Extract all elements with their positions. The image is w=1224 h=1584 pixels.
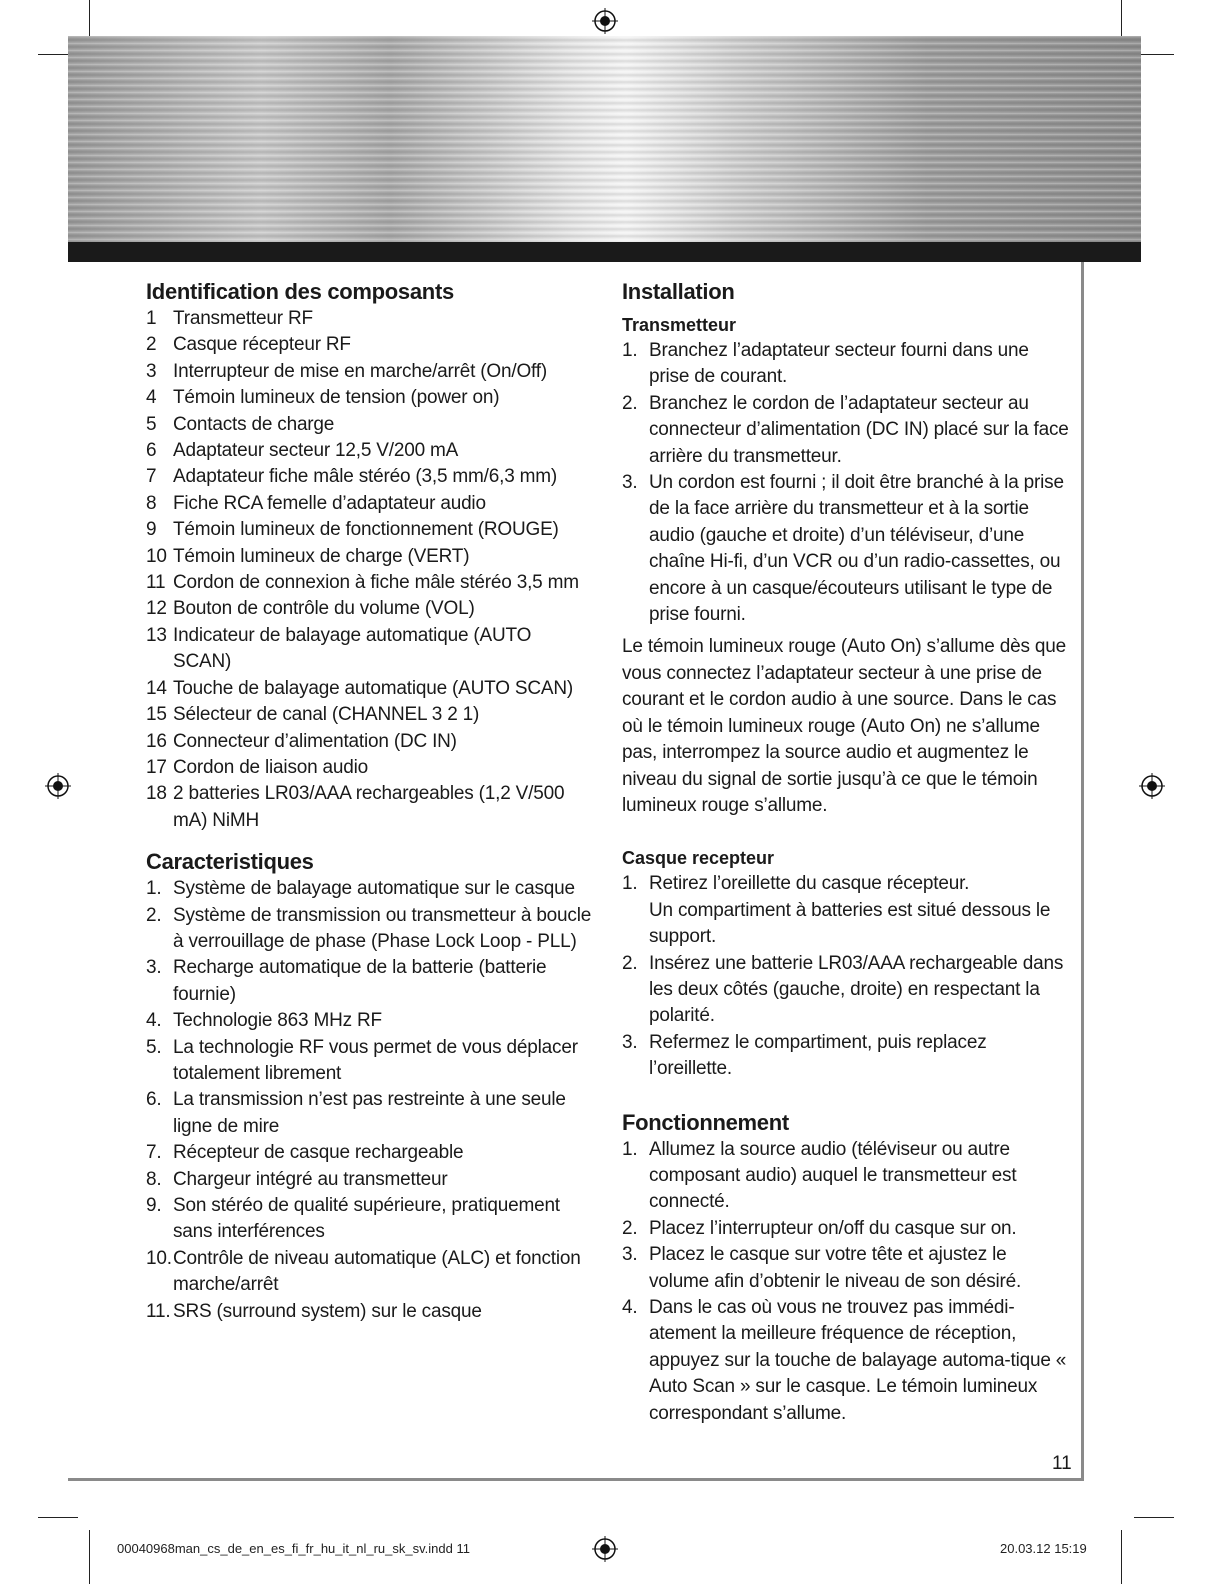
list-item-number: 9. xyxy=(146,1195,162,1216)
list-item xyxy=(146,955,594,1008)
list-item-number: 4. xyxy=(622,1297,638,1318)
receiver-steps xyxy=(622,871,1070,1082)
slug-filename: 00040968man_cs_de_en_es_fi_fr_hu_it_nl_ru_sk_sv.indd 11 xyxy=(117,1541,470,1556)
crop-mark xyxy=(89,1530,90,1584)
crop-mark xyxy=(1134,1517,1174,1518)
list-item xyxy=(146,359,594,385)
list-item-number: 6. xyxy=(146,1089,162,1111)
list-item xyxy=(146,1008,594,1034)
list-item-extra: Un compartiment à batteries est situé dessous le support. xyxy=(649,899,1051,948)
list-item-number: 8 xyxy=(146,492,157,514)
list-item xyxy=(622,391,1070,470)
list-item-number: 2. xyxy=(622,952,638,974)
list-item-number: 2. xyxy=(622,392,638,414)
list-item-text: Placez le casque sur votre tête et ajustez le volume afin d’obtenir le niveau de son désiré. xyxy=(649,1244,1022,1292)
list-item-number: 17 xyxy=(146,756,167,778)
components-section xyxy=(146,278,594,834)
page-border-right xyxy=(1081,262,1084,1480)
list-item-text: Connecteur d’alimentation (DC IN) xyxy=(173,730,457,752)
list-item-text: Placez l’interrupteur on/off du casque sur on. xyxy=(649,1217,1017,1239)
list-item-number: 10 xyxy=(146,545,167,567)
list-item-text: Refermez le compartiment, puis replacez l’oreillette. xyxy=(649,1031,987,1080)
list-item xyxy=(146,332,594,358)
list-item-number: 2. xyxy=(622,1217,638,1239)
header-banner xyxy=(68,36,1141,242)
list-item xyxy=(146,1246,594,1299)
list-item-text: Interrupteur de mise en marche/arrêt (On/Off) xyxy=(173,360,547,382)
list-item xyxy=(146,464,594,490)
list-item xyxy=(622,951,1070,1030)
list-item-number: 3. xyxy=(622,1031,638,1053)
installation-section xyxy=(622,278,1070,1083)
list-item xyxy=(146,544,594,570)
list-item-text: La technologie RF vous permet de vous déplacer totalement librement xyxy=(173,1036,578,1084)
list-item-text: Contacts de charge xyxy=(173,413,335,435)
list-item xyxy=(622,1295,1070,1427)
list-item-number: 5. xyxy=(146,1036,162,1058)
list-item-text: Un cordon est fourni ; il doit être branché à la prise de la face arrière du transmetteur et à la sortie audio (gauche et droite) d’un téléviseur, d’une chaîne Hi-fi, d’un VCR ou d’un radio-cassettes, ou encore à un casque/écouteurs utilisant le type de prise fourni. xyxy=(649,472,1064,626)
list-item-text: La transmission n’est pas restreinte à une seule ligne de mire xyxy=(173,1089,566,1137)
operation-section xyxy=(622,1109,1070,1427)
registration-mark-icon xyxy=(1139,773,1165,799)
transmitter-note: Le témoin lumineux rouge (Auto On) s’allume dès que vous connectez l’adaptateur secteur à une prise de courant et le cordon audio à une source. Dans le cas où le témoin lumineux rouge (Auto On) ne s’allume pas, interrompez la source audio et augmentez le niveau du signal de sortie jusqu’à ce que le témoin lumineux rouge s’allume. xyxy=(622,636,1066,816)
list-item xyxy=(146,676,594,702)
list-item-number: 7. xyxy=(146,1142,162,1164)
list-item-text: Témoin lumineux de charge (VERT) xyxy=(173,545,470,567)
list-item xyxy=(146,306,594,332)
list-item-text: Chargeur intégré au transmetteur xyxy=(173,1168,448,1190)
list-item-number: 7 xyxy=(146,466,157,488)
list-item xyxy=(146,729,594,755)
list-item-number: 4. xyxy=(146,1010,162,1032)
slug-date: 20.03.12 15:19 xyxy=(1000,1541,1087,1556)
list-item xyxy=(622,871,1070,950)
list-item xyxy=(622,338,1070,391)
list-item xyxy=(146,1167,594,1193)
list-item-text: Retirez l’oreillette du casque récepteur. xyxy=(649,873,970,895)
right-column xyxy=(622,278,1070,1427)
list-item xyxy=(622,1242,1070,1295)
components-list xyxy=(146,306,594,834)
list-item xyxy=(146,570,594,596)
list-item-text: Recharge automatique de la batterie (batterie fournie) xyxy=(173,957,547,1005)
list-item-number: 12 xyxy=(146,598,167,620)
list-item-number: 10. xyxy=(146,1247,172,1269)
list-item-text: 2 batteries LR03/AAA rechargeables (1,2 V/500 mA) NiMH xyxy=(173,783,565,831)
crop-mark xyxy=(38,1517,78,1518)
list-item-number: 14 xyxy=(146,677,167,699)
list-item-number: 1. xyxy=(146,878,162,900)
list-item-text: Bouton de contrôle du volume (VOL) xyxy=(173,598,475,620)
list-item-text: Touche de balayage automatique (AUTO SCAN) xyxy=(173,677,573,699)
list-item xyxy=(146,596,594,622)
list-item xyxy=(622,1216,1070,1242)
receiver-heading: Casque recepteur xyxy=(622,848,775,869)
list-item-number: 3. xyxy=(146,957,162,979)
operation-heading: Fonctionnement xyxy=(622,1109,789,1135)
list-item xyxy=(146,385,594,411)
list-item-text: SRS (surround system) sur le casque xyxy=(173,1300,482,1322)
operation-steps xyxy=(622,1137,1070,1427)
list-item xyxy=(146,755,594,781)
list-item xyxy=(146,1193,594,1246)
list-item xyxy=(146,1299,594,1325)
list-item xyxy=(146,781,594,834)
registration-mark-icon xyxy=(45,773,71,799)
list-item-text: Contrôle de niveau automatique (ALC) et fonction marche/arrêt xyxy=(173,1247,581,1296)
transmitter-heading: Transmetteur xyxy=(622,315,737,335)
list-item xyxy=(146,702,594,728)
registration-mark-icon xyxy=(592,8,618,34)
list-item-text: Indicateur de balayage automatique (AUTO SCAN) xyxy=(173,624,532,673)
list-item-text: Allumez la source audio (téléviseur ou autre composant audio) auquel le transmetteur est connecté. xyxy=(649,1138,1017,1213)
header-bar xyxy=(68,242,1141,262)
list-item-number: 2. xyxy=(146,904,162,926)
list-item-number: 13 xyxy=(146,624,167,646)
list-item-number: 2 xyxy=(146,334,157,356)
list-item xyxy=(146,491,594,517)
list-item-number: 11. xyxy=(146,1300,171,1322)
list-item xyxy=(622,470,1070,628)
page-number: 11 xyxy=(1052,1453,1072,1474)
list-item xyxy=(146,903,594,956)
list-item-text: Insérez une batterie LR03/AAA rechargeable dans les deux côtés (gauche, droite) en respectant la polarité. xyxy=(649,952,1064,1027)
features-section xyxy=(146,848,594,1325)
components-heading: Identification des composants xyxy=(146,279,454,304)
list-item xyxy=(146,1035,594,1088)
list-item-number: 16 xyxy=(146,730,167,752)
crop-mark xyxy=(1121,0,1122,40)
crop-mark xyxy=(89,0,90,40)
list-item xyxy=(146,1087,594,1140)
list-item-text: Système de balayage automatique sur le casque xyxy=(173,878,575,900)
list-item-text: Fiche RCA femelle d’adaptateur audio xyxy=(173,492,486,514)
list-item-number: 11 xyxy=(146,572,166,594)
transmitter-steps xyxy=(622,338,1070,628)
list-item-number: 6 xyxy=(146,440,157,462)
registration-mark-icon xyxy=(592,1536,618,1562)
list-item xyxy=(146,412,594,438)
list-item xyxy=(146,1140,594,1166)
list-item xyxy=(146,438,594,464)
list-item-text: Branchez l’adaptateur secteur fourni dans une prise de courant. xyxy=(649,340,1029,388)
list-item-number: 15 xyxy=(146,704,167,726)
list-item-number: 18 xyxy=(146,783,167,805)
list-item-text: Transmetteur RF xyxy=(173,308,313,329)
list-item-text: Témoin lumineux de fonctionnement (ROUGE) xyxy=(173,519,559,541)
list-item xyxy=(146,517,594,543)
list-item-number: 5 xyxy=(146,413,157,435)
list-item-number: 1. xyxy=(622,1138,638,1160)
list-item-text: Dans le cas où vous ne trouvez pas immédi-atement la meilleure fréquence de réception, appuyez sur la touche de balayage automa-tique « Auto Scan » sur le casque. Le témoin lumineux correspondant s’allume. xyxy=(649,1297,1067,1424)
installation-heading: Installation xyxy=(622,279,735,304)
list-item-number: 4 xyxy=(146,387,157,409)
list-item-text: Témoin lumineux de tension (power on) xyxy=(173,387,500,409)
list-item-text: Système de transmission ou transmetteur à boucle à verrouillage de phase (Phase Lock Loop - PLL) xyxy=(173,904,592,952)
list-item-number: 3 xyxy=(146,360,157,382)
left-column xyxy=(146,278,594,1325)
list-item-text: Casque récepteur RF xyxy=(173,334,351,356)
list-item-text: Adaptateur fiche mâle stéréo (3,5 mm/6,3 mm) xyxy=(173,466,558,488)
features-heading: Caracteristiques xyxy=(146,849,314,875)
list-item xyxy=(146,623,594,676)
list-item-number: 1 xyxy=(146,308,157,329)
list-item-text: Adaptateur secteur 12,5 V/200 mA xyxy=(173,440,459,462)
list-item-text: Branchez le cordon de l’adaptateur secteur au connecteur d’alimentation (DC IN) placé sur la face arrière du transmetteur. xyxy=(649,392,1069,467)
list-item-number: 1. xyxy=(622,340,638,361)
list-item-text: Technologie 863 MHz RF xyxy=(173,1010,382,1032)
list-item xyxy=(622,1137,1070,1216)
list-item-number: 3. xyxy=(622,472,638,494)
page-border-bottom xyxy=(68,1478,1084,1481)
features-list xyxy=(146,876,594,1325)
list-item-number: 8. xyxy=(146,1168,162,1190)
crop-mark xyxy=(1121,1530,1122,1584)
list-item-text: Cordon de connexion à fiche mâle stéréo 3,5 mm xyxy=(173,572,579,594)
list-item-number: 9 xyxy=(146,519,157,541)
list-item-text: Récepteur de casque rechargeable xyxy=(173,1142,464,1164)
list-item xyxy=(622,1030,1070,1083)
list-item xyxy=(146,876,594,902)
list-item-text: Son stéréo de qualité supérieure, pratiquement sans interférences xyxy=(173,1195,560,1243)
list-item-number: 1. xyxy=(622,873,638,895)
list-item-number: 3. xyxy=(622,1244,638,1266)
list-item-text: Cordon de liaison audio xyxy=(173,756,369,778)
list-item-text: Sélecteur de canal (CHANNEL 3 2 1) xyxy=(173,704,480,726)
